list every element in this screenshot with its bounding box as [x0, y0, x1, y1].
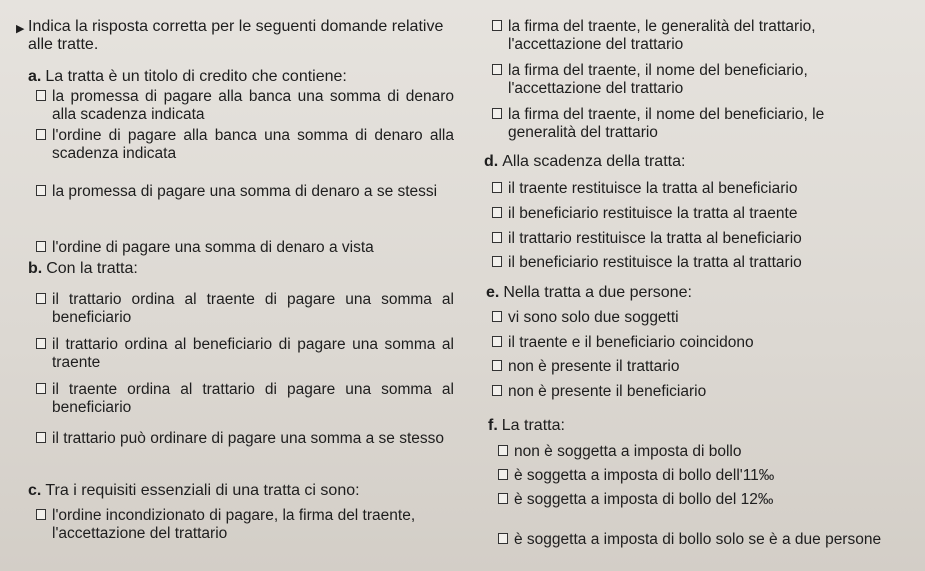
question-e-option-1[interactable]: vi sono solo due soggetti	[508, 309, 918, 327]
question-e-option-3[interactable]: non è presente il trattario	[508, 358, 918, 376]
intro-text: Indica la risposta corretta per le seguenti domande relative alle tratte.	[28, 18, 444, 53]
checkbox[interactable]	[498, 533, 508, 544]
question-d-option-4[interactable]: il beneficiario restituisce la tratta al trattario	[508, 254, 918, 272]
question-b-option-2[interactable]: il trattario ordina al beneficiario di pagare una somma al traente	[52, 336, 454, 372]
question-a-option-3[interactable]: la promessa di pagare una somma di denaro a se stessi	[52, 183, 454, 201]
checkbox[interactable]	[492, 207, 502, 218]
question-f-letter: f.	[488, 417, 498, 434]
checkbox[interactable]	[492, 20, 502, 31]
question-f-option-3[interactable]: è soggetta a imposta di bollo del 12‰	[514, 491, 914, 509]
question-e-option-4[interactable]: non è presente il beneficiario	[508, 383, 918, 401]
checkbox[interactable]	[36, 90, 46, 101]
question-d-text: Alla scadenza della tratta:	[502, 153, 686, 170]
triangle-bullet-icon: ▶	[16, 23, 25, 35]
checkbox[interactable]	[36, 185, 46, 196]
checkbox[interactable]	[36, 293, 46, 304]
question-a-option-2[interactable]: l'ordine di pagare alla banca una somma di denaro alla scadenza indicata	[52, 127, 454, 163]
question-c-option-3[interactable]: la firma del traente, il nome del beneficiario, l'accettazione del trattario	[508, 62, 893, 98]
question-f-option-4[interactable]: è soggetta a imposta di bollo solo se è a due persone	[514, 531, 914, 549]
checkbox[interactable]	[498, 445, 508, 456]
checkbox[interactable]	[498, 493, 508, 504]
checkbox[interactable]	[492, 182, 502, 193]
question-a-option-1[interactable]: la promessa di pagare alla banca una somma di denaro alla scadenza indicata	[52, 88, 454, 124]
checkbox[interactable]	[492, 108, 502, 119]
checkbox[interactable]	[36, 129, 46, 140]
checkbox[interactable]	[492, 64, 502, 75]
checkbox[interactable]	[492, 256, 502, 267]
question-d-letter: d.	[484, 153, 499, 170]
intro-instruction	[16, 18, 458, 54]
checkbox[interactable]	[36, 383, 46, 394]
question-e-option-2[interactable]: il traente e il beneficiario coincidono	[508, 334, 918, 352]
question-c-option-2[interactable]: la firma del traente, le generalità del trattario, l'accettazione del trattario	[508, 18, 888, 54]
question-c-option-4[interactable]: la firma del traente, il nome del beneficiario, le generalità del trattario	[508, 106, 893, 142]
question-c-heading	[28, 482, 360, 500]
question-c-text: Tra i requisiti essenziali di una tratta ci sono:	[45, 482, 360, 499]
question-b-letter: b.	[28, 260, 43, 277]
question-b-heading	[28, 260, 138, 278]
checkbox[interactable]	[36, 509, 46, 520]
question-a-option-4[interactable]: l'ordine di pagare una somma di denaro a vista	[52, 239, 472, 257]
checkbox[interactable]	[36, 432, 46, 443]
question-e-heading	[486, 284, 692, 302]
question-a-heading	[28, 68, 347, 86]
checkbox[interactable]	[36, 241, 46, 252]
question-b-option-1[interactable]: il trattario ordina al traente di pagare una somma al beneficiario	[52, 291, 454, 327]
checkbox[interactable]	[498, 469, 508, 480]
question-b-option-4[interactable]: il trattario può ordinare di pagare una somma a se stesso	[52, 430, 472, 448]
question-f-option-1[interactable]: non è soggetta a imposta di bollo	[514, 443, 914, 461]
question-f-heading	[488, 417, 565, 435]
checkbox[interactable]	[492, 385, 502, 396]
question-b-text: Con la tratta:	[46, 260, 138, 277]
question-d-heading	[484, 153, 685, 171]
question-d-option-2[interactable]: il beneficiario restituisce la tratta al traente	[508, 205, 918, 223]
checkbox[interactable]	[492, 336, 502, 347]
checkbox[interactable]	[492, 232, 502, 243]
checkbox[interactable]	[492, 360, 502, 371]
question-b-option-3[interactable]: il traente ordina al trattario di pagare una somma al beneficiario	[52, 381, 454, 417]
question-f-text: La tratta:	[501, 417, 565, 434]
question-d-option-3[interactable]: il trattario restituisce la tratta al beneficiario	[508, 230, 918, 248]
question-e-letter: e.	[486, 284, 500, 301]
question-a-text: La tratta è un titolo di credito che contiene:	[45, 68, 347, 85]
question-c-option-1[interactable]: l'ordine incondizionato di pagare, la firma del traente, l'accettazione del trattario	[52, 507, 458, 543]
question-d-option-1[interactable]: il traente restituisce la tratta al beneficiario	[508, 180, 918, 198]
question-e-text: Nella tratta a due persone:	[503, 284, 692, 301]
question-a-letter: a.	[28, 68, 42, 85]
checkbox[interactable]	[492, 311, 502, 322]
question-f-option-2[interactable]: è soggetta a imposta di bollo dell'11‰	[514, 467, 914, 485]
question-c-letter: c.	[28, 482, 42, 499]
checkbox[interactable]	[36, 338, 46, 349]
